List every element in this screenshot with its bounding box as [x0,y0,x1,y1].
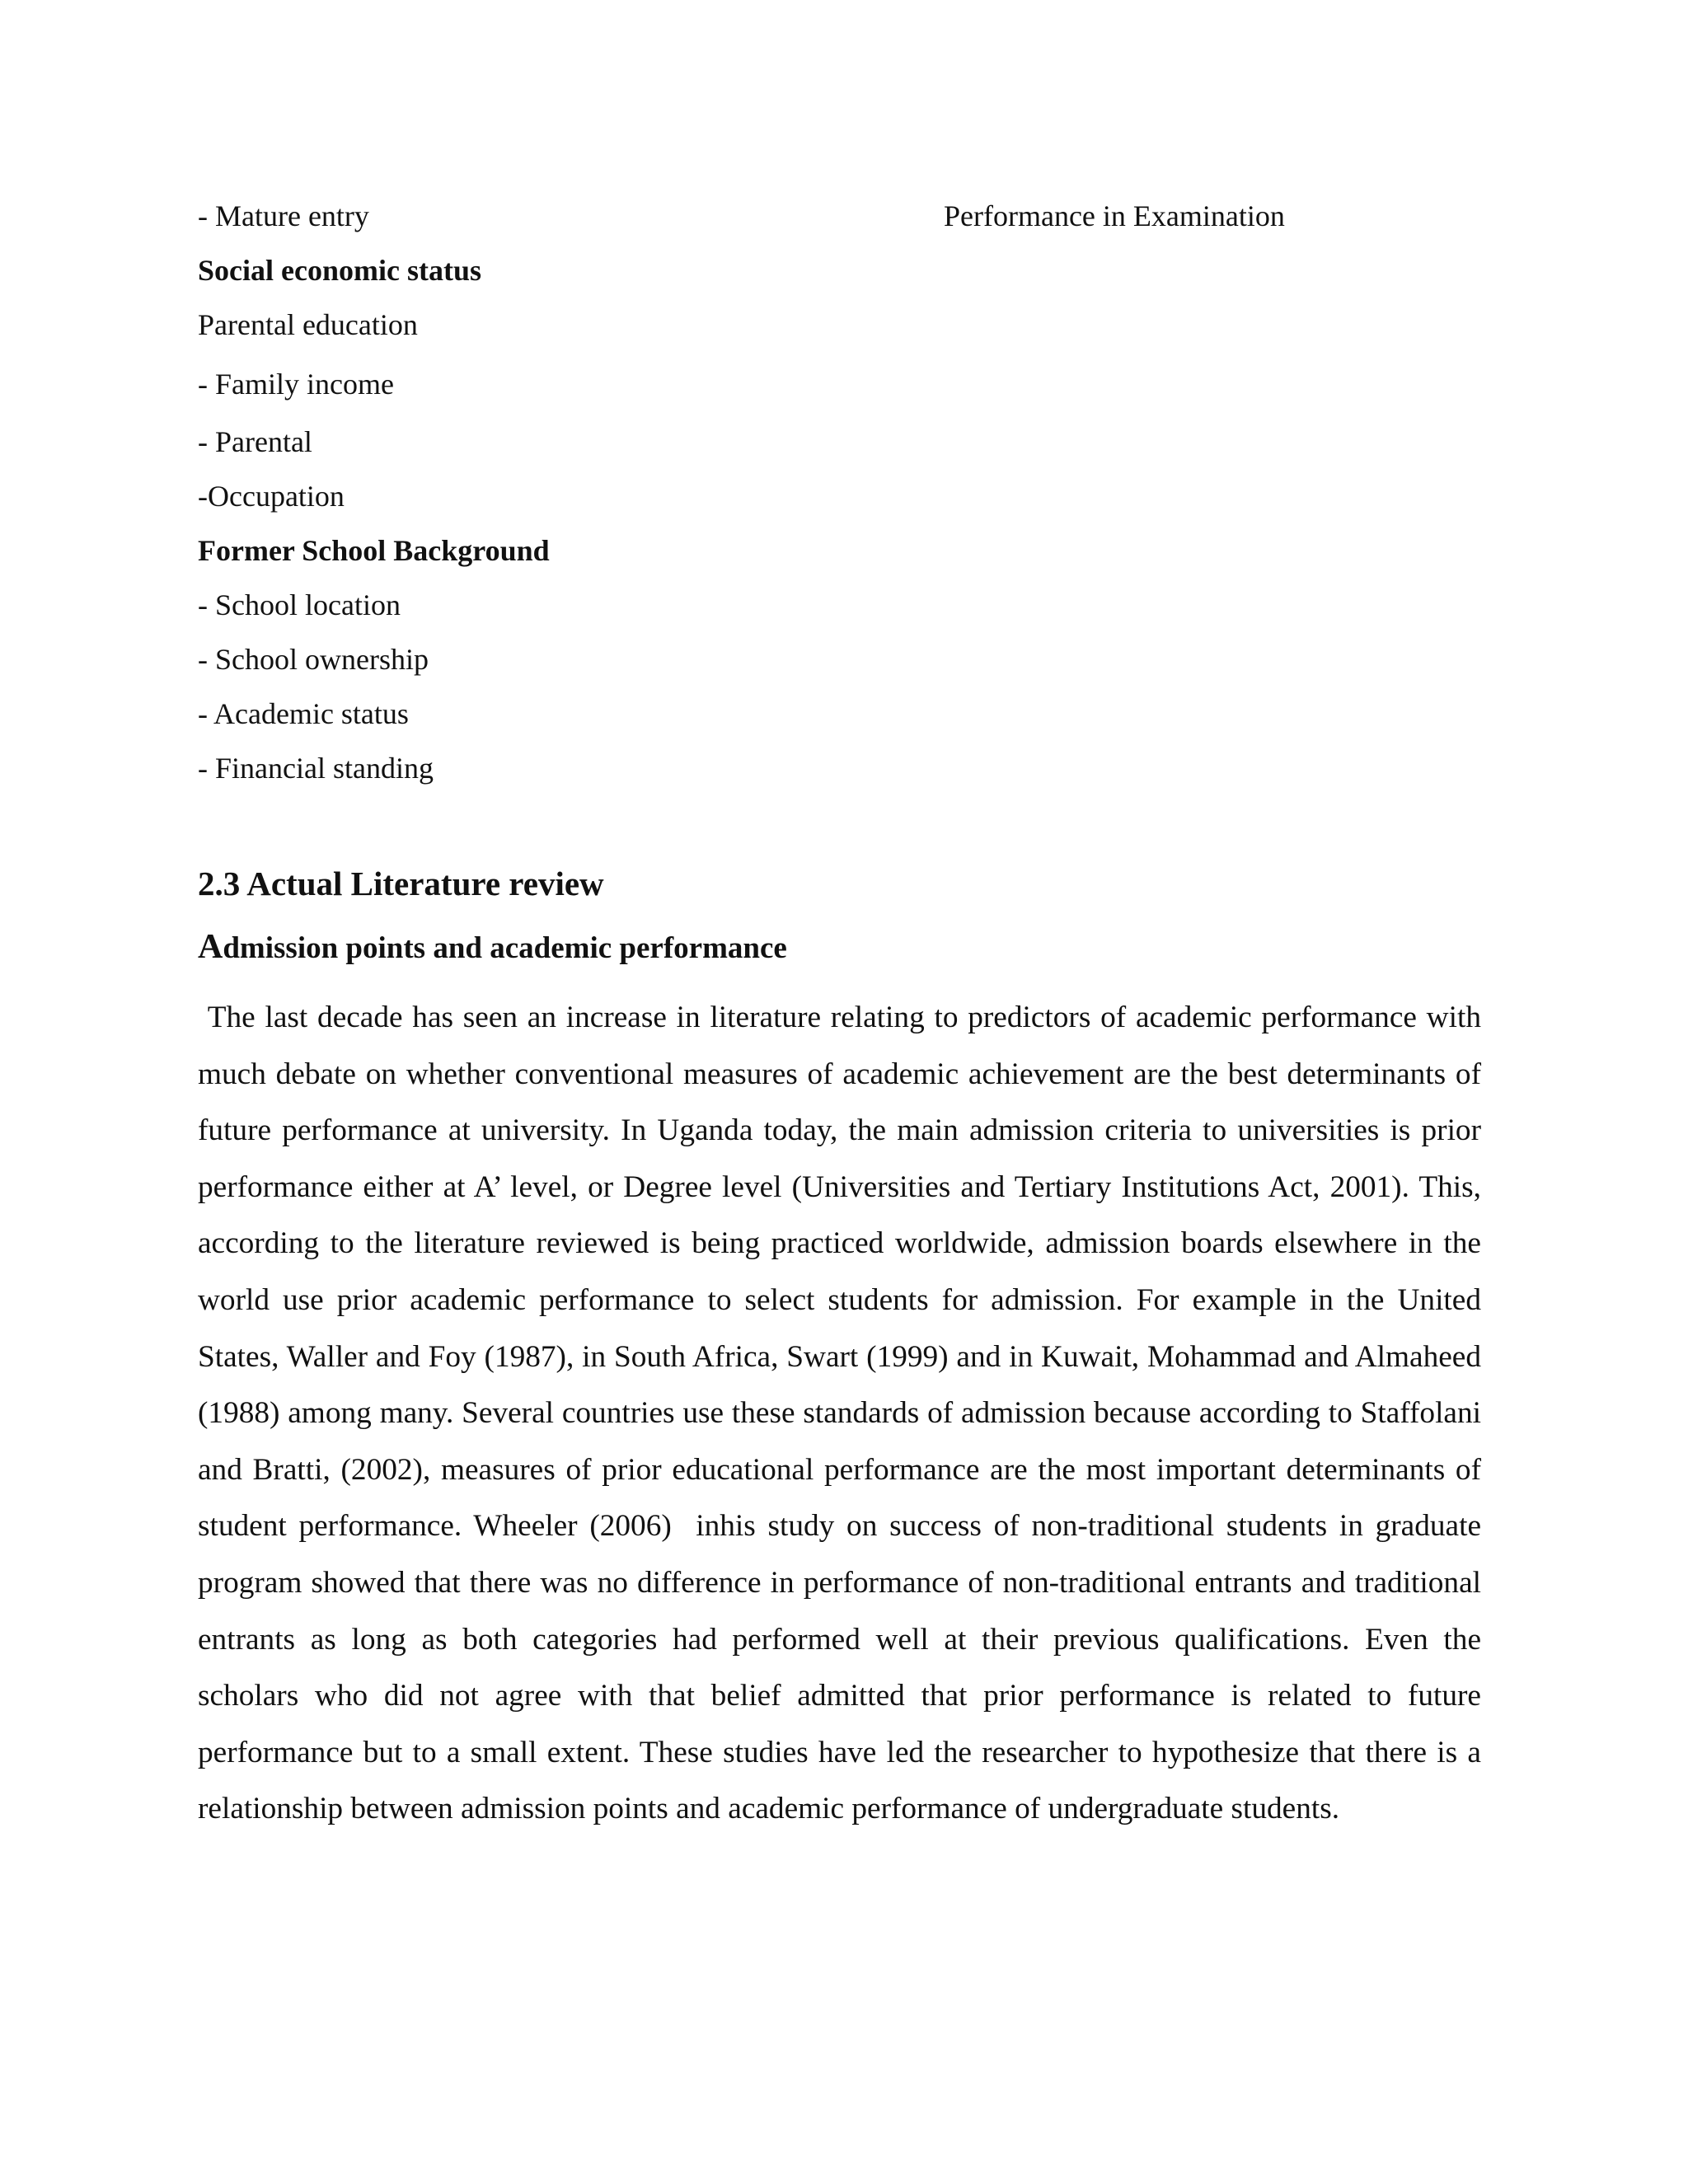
ses-item-family-income: - Family income [198,368,394,401]
sub-heading [198,929,787,967]
school-item-location: - School location [198,588,401,621]
sub-heading-rest: dmission points and academic performance [223,931,787,965]
sub-heading-initial: A [198,928,223,966]
mature-entry-item: - Mature entry [198,199,369,232]
school-item-financial-standing: - Financial standing [198,752,434,785]
ses-heading: Social economic status [198,254,481,287]
school-item-academic-status: - Academic status [198,697,409,730]
dependent-variable-label: Performance in Examination [944,199,1285,232]
section-heading: 2.3 Actual Literature review [198,865,604,902]
ses-item-parental-education: Parental education [198,308,418,341]
school-background-heading: Former School Background [198,534,550,567]
ses-item-occupation: -Occupation [198,480,345,513]
body-paragraph: The last decade has seen an increase in literature relating to predictors of academic performance with much debate on whether conventional measures of academic achievement are the best determinants of future performance at university. In Uganda today, the main admission criteria to universities is prior performance either at A’ level, or Degree level (Universities and Tertiary Institutions Act, 2001). This, according to the literature reviewed is being practiced worldwide, admission boards elsewhere in the world use prior academic performance to select students for admission. For example in the United States, Waller and Foy (1987), in South Africa, Swart (1999) and in Kuwait, Mohammad and Almaheed (1988) among many. Several countries use these standards of admission because according to Staffolani and Bratti, (2002), measures of prior educational performance are the most important determinants of student performance. Wheeler (2006) inhis study on success of non-traditional students in graduate program showed that there was no difference in performance of non-traditional entrants and traditional entrants as long as both categories had performed well at their previous qualifications. Even the scholars who did not agree with that belief admitted that prior performance is related to future performance but to a small extent. These studies have led the researcher to hypothesize that there is a relationship between admission points and academic performance of undergraduate students. [198,1001,1481,1826]
school-item-ownership: - School ownership [198,643,429,676]
ses-item-parental: - Parental [198,425,312,458]
